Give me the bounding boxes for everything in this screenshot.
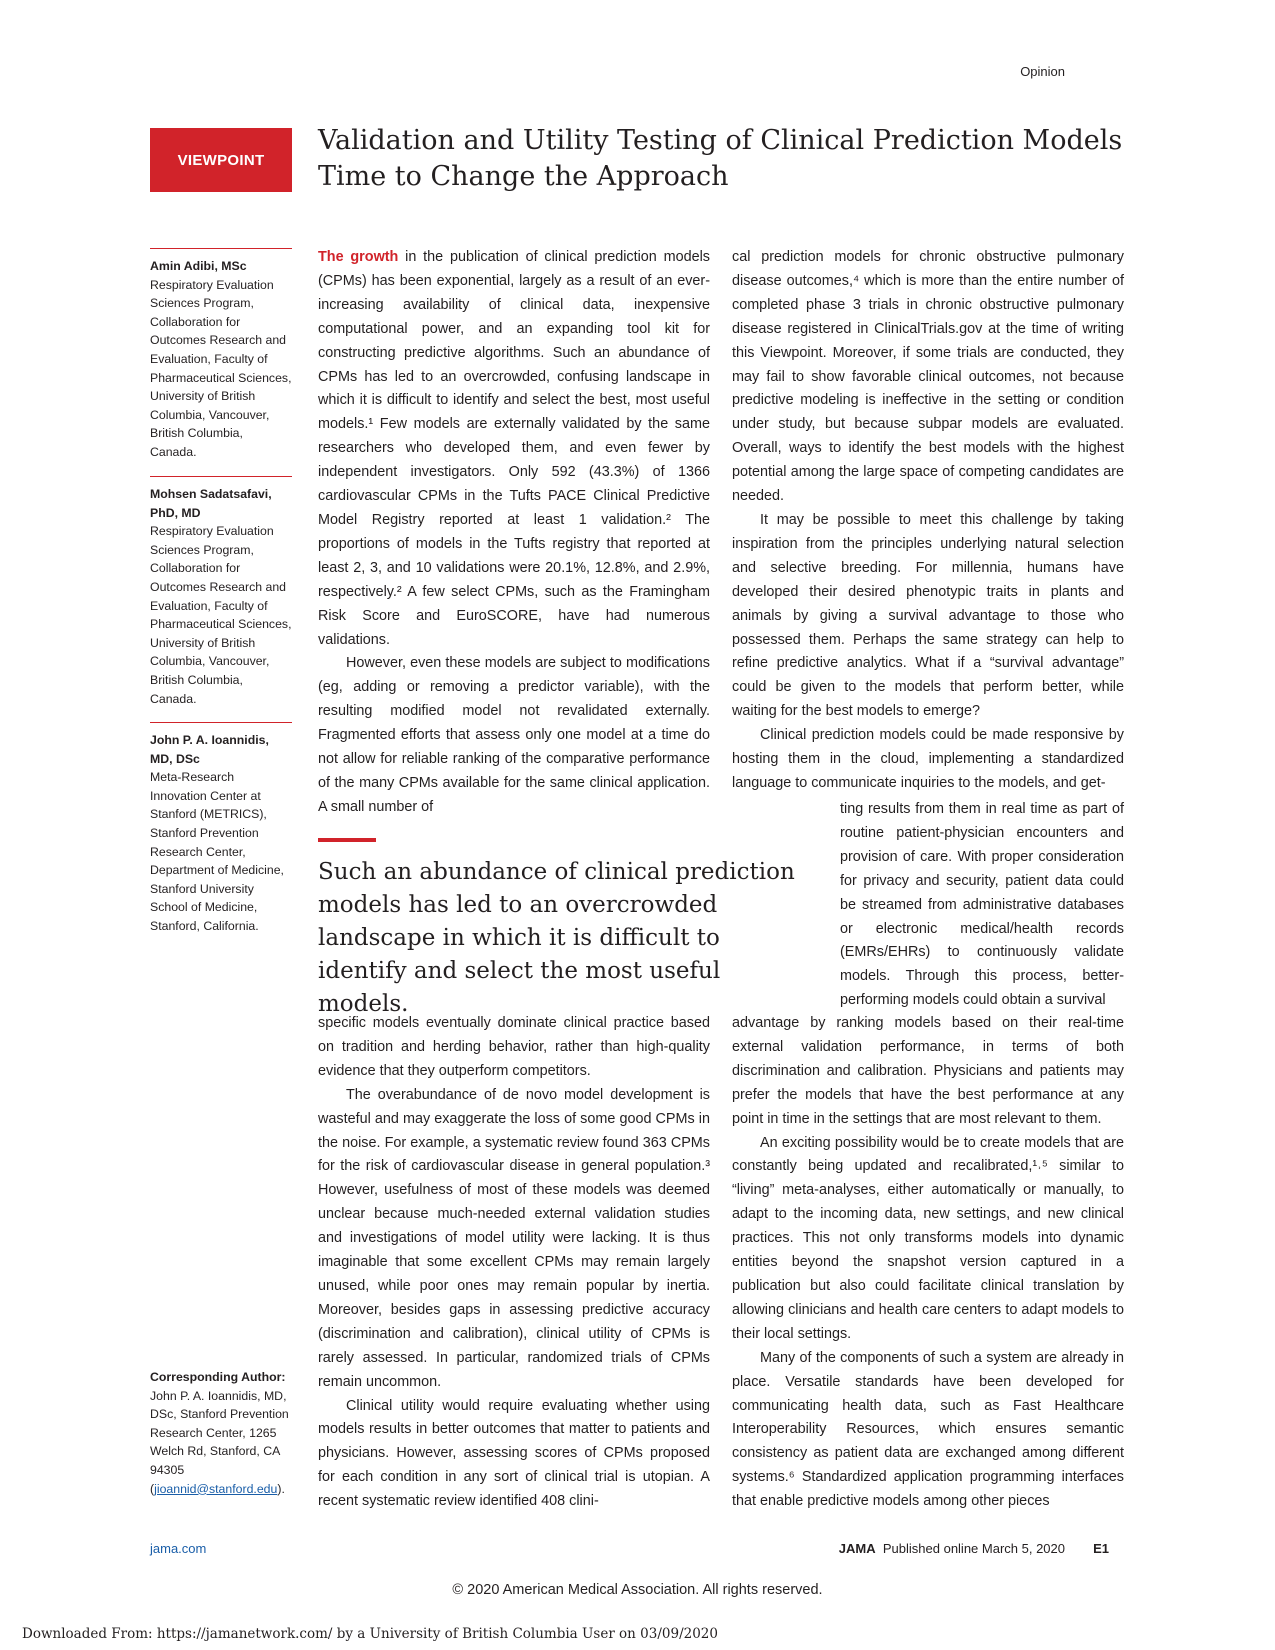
corresponding-author: Corresponding Author: John P. A. Ioannidis, MD, DSc, Stanford Prevention Research Center, 1265 Welch Rd, Stanford, CA 94305 (jioannid@stanford.edu). (150, 1370, 289, 1496)
paragraph: Clinical utility would require evaluating whether using models results in better outcomes that matter to patients and physicians. However, assessing scores of CPMs proposed for each condition in any sort of clinical trial is utopian. A recent systematic review identified 408 clini- (318, 1397, 710, 1510)
author-divider (150, 476, 292, 477)
paragraph: However, even these models are subject to modifications (eg, adding or removing a predictor variable), with the resulting modified model not revalidated externally. Fragmented efforts that assess only one model at a time do not allow for reliable ranking of the comparative performance of the many CPMs available for the same clinical application. A small number of (318, 655, 710, 815)
site-link[interactable]: jama.com (150, 1541, 207, 1556)
published-date: Published online March 5, 2020 (882, 1541, 1065, 1556)
pull-quote-rule (318, 838, 376, 842)
paragraph: It may be possible to meet this challenge by taking inspiration from the principles underlying natural selection and selective breeding. For millennia, humans have developed their desired phenotypic traits in plants and animals by giving a survival advantage to those who possessed them. Perhaps the same strategy can help to refine predictive analytics. What if a “survival advantage” could be given to the models that perform better, while waiting for the best models to emerge? (732, 511, 1124, 720)
body-column-2-middle (840, 798, 1124, 1013)
paragraph: An exciting possibility would be to create models that are constantly being updated and recalibrated,¹˒⁵ similar to “living” meta-analyses, either automatically or manually, to adapt to the incoming data, new settings, and new clinical practices. This not only transforms models into dynamic entities beyond the snapshot version captured in a publication but also could facilitate clinical translation by allowing clinicians and health care centers to adapt models to their local settings. (732, 1134, 1124, 1342)
author-name: Amin Adibi, MSc (150, 259, 247, 273)
paragraph: The growth in the publication of clinical prediction models (CPMs) has been exponential, largely as a result of an ever-increasing availability of clinical data, inexpensive computational power, and an expanding tool kit for constructing predictive algorithms. Such an abundance of CPMs has led to an overcrowded, confusing landscape in which it is difficult to identify and select the best, most useful models.¹ Few models are externally validated by the same researchers who developed them, and even fewer by independent investigators. Only 592 (43.3%) of 1366 cardiovascular CPMs in the Tufts PACE Clinical Predictive Model Registry reported at least 1 validation.² The proportions of models in the Tufts registry that reported at least 2, 3, and 10 validations were 20.1%, 12.8%, and 2.9%, respectively.² A few select CPMs, such as the Framingham Risk Score and EuroSCORE, have had numerous validations. (318, 249, 710, 648)
author-divider (150, 722, 292, 723)
viewpoint-badge: VIEWPOINT (150, 128, 292, 192)
paragraph: Many of the components of such a system are already in place. Versatile standards have been developed for communicating health data, such as Fast Healthcare Interoperability Resources, which ensures semantic consistency as patient data are exchanged among different systems.⁶ Standardized application programming interfaces that enable predictive models among other pieces (732, 1349, 1124, 1510)
email-link[interactable]: jioannid@stanford.edu (154, 1481, 278, 1496)
author-3 (150, 722, 292, 936)
body-column-2-bottom (732, 1012, 1124, 1514)
paragraph: The overabundance of de novo model development is wasteful and may exaggerate the loss of some good CPMs in the noise. For example, a systematic review found 363 CPMs for the risk of cardiovascular disease in general population.³ However, usefulness of most of these models was deemed unclear because much-needed external validation studies and investigations of model utility were lacking. It is thus imaginable that some excellent CPMs may remain largely unused, while poor ones may remain popular by inertia. Moreover, besides gaps in assessing predictive accuracy (discrimination and calibration), clinical utility of CPMs is rarely assessed. In particular, randomized trials of CPMs remain uncommon. (318, 1086, 710, 1390)
body-column-1-bottom (318, 1012, 710, 1514)
author-affiliation: Respiratory Evaluation Sciences Program, Collaboration for Outcomes Research and Evaluation, Faculty of Pharmaceutical Sciences, University of British Columbia, Vancouver, British Columbia, Canada. (150, 277, 292, 459)
corresponding-label: Corresponding Author: (150, 1370, 286, 1384)
author-affiliation: Respiratory Evaluation Sciences Program, Collaboration for Outcomes Research and Evaluation, Faculty of Pharmaceutical Sciences, University of British Columbia, Vancouver, British Columbia, Canada. (150, 524, 292, 706)
paragraph: Clinical prediction models could be made responsive by hosting them in the cloud, implementing a standardized language to communicate inquiries to the models, and get- (732, 727, 1124, 791)
journal-name: JAMA (838, 1541, 876, 1556)
author-affiliation: Meta-Research Innovation Center at Stanford (METRICS), Stanford Prevention Research Center, Department of Medicine, Stanford University School of Medicine, Stanford, California. (150, 770, 284, 933)
corresponding-text: John P. A. Ioannidis, MD, DSc, Stanford Prevention Research Center, 1265 Welch Rd, Stanford, CA 94305 ( (150, 1388, 289, 1496)
paragraph: ting results from them in real time as part of routine patient-physician encounters and provision of care. With proper consideration for privacy and security, patient data could be streamed from administrative databases or electronic medical/health records (EMRs/EHRs) to continuously validate models. Through this process, better-performing models could obtain a survival (840, 801, 1124, 1009)
author-divider (150, 248, 292, 249)
lead-in: The growth (318, 249, 399, 265)
paragraph: specific models eventually dominate clinical practice based on tradition and herding behavior, rather than high-quality evidence that they outperform competitors. (318, 1015, 710, 1079)
author-name: Mohsen Sadatsafavi, PhD, MD (150, 487, 272, 520)
author-name: John P. A. Ioannidis, MD, DSc (150, 733, 269, 766)
pull-quote: Such an abundance of clinical prediction models has led to an overcrowded landscape in which it is difficult to identify and select the most useful models. (318, 859, 795, 1017)
download-notice: Downloaded From: https://jamanetwork.com/ by a University of British Columbia User on 03/09/2020 (22, 1626, 718, 1642)
section-label: Opinion (1020, 64, 1065, 79)
paragraph: advantage by ranking models based on their real-time external validation performance, in terms of both discrimination and calibration. Physicians and patients may prefer the models that have the best performance at any point in time in the settings that are most relevant to them. (732, 1015, 1124, 1127)
body-column-1-top (318, 246, 710, 820)
paragraph: cal prediction models for chronic obstructive pulmonary disease outcomes,⁴ which is more than the entire number of completed phase 3 trials in chronic obstructive pulmonary disease registered in ClinicalTrials.gov at the time of writing this Viewpoint. Moreover, if some trials are conducted, they may fail to show favorable clinical outcomes, not because predictive modeling is ineffective in the setting or condition under study, but because subpar models are evaluated. Overall, ways to identify the best models with the highest potential among the large space of competing candidates are needed. (732, 249, 1124, 505)
author-1 (150, 248, 292, 462)
author-2 (150, 476, 292, 708)
article-subtitle: Time to Change the Approach (318, 161, 729, 192)
publication-info (839, 1541, 1065, 1556)
article-title: Validation and Utility Testing of Clinical Prediction Models (318, 125, 1123, 156)
body-column-2-top (732, 246, 1124, 796)
page-number: E1 (1093, 1541, 1109, 1556)
copyright: © 2020 American Medical Association. All rights reserved. (452, 1582, 823, 1598)
